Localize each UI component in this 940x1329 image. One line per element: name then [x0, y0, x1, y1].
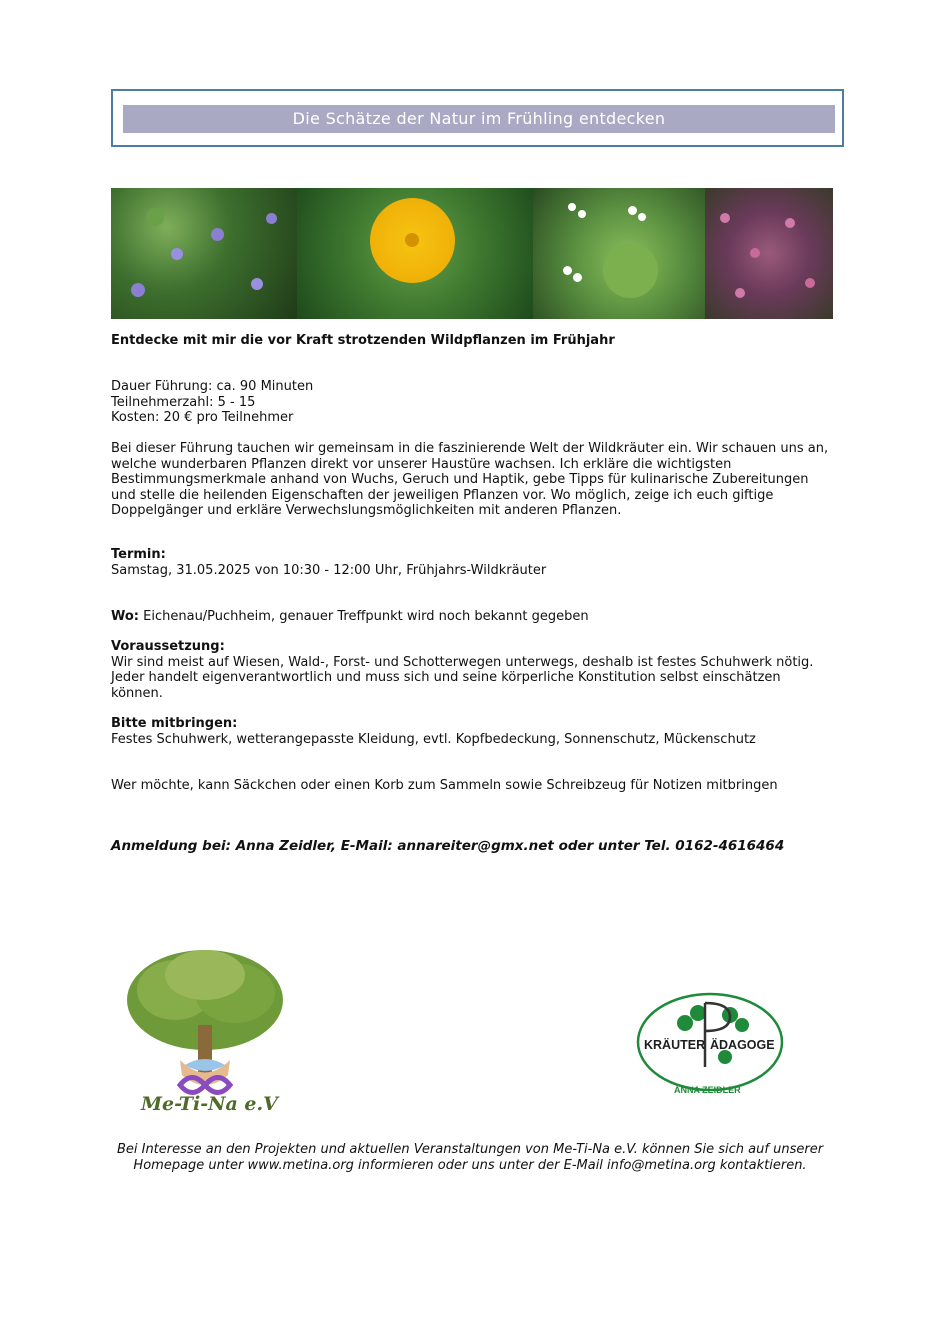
footer-note: Bei Interesse an den Projekten und aktuellen Veranstaltungen von Me-Ti-Na e.V. können Sie sich auf unserer Homepage unter www.metina.org informieren oder uns unter der E-Mail info@metina.org kontaktieren. — [116, 1142, 824, 1173]
dandelion-photo — [297, 188, 533, 319]
termin-section — [111, 547, 833, 578]
optional-items: Wer möchte, kann Säckchen oder einen Korb zum Sammeln sowie Schreibzeug für Notizen mitbringen — [111, 778, 778, 793]
garlic-mustard-photo — [533, 188, 705, 319]
termin-value: Samstag, 31.05.2025 von 10:30 - 12:00 Uhr, Frühjahrs-Wildkräuter — [111, 562, 547, 578]
bring-section — [111, 716, 833, 747]
kraeuter-paedagoge-logo — [630, 985, 795, 1100]
page-title: Die Schätze der Natur im Frühling entdecken — [123, 105, 835, 133]
logo-kraeuter-text: KRÄUTER — [644, 1038, 706, 1052]
header-box — [111, 89, 844, 147]
registration-info: Anmeldung bei: Anna Zeidler, E-Mail: annareiter@gmx.net oder unter Tel. 0162-4616464 — [111, 838, 785, 854]
event-description: Bei dieser Führung tauchen wir gemeinsam in die faszinierende Welt der Wildkräuter ein. Wir schauen uns an, welche wunderbaren Pflanzen direkt vor unserer Haustüre wachsen. Ich erkläre die wichtigsten Bestimmungsmerkmale anhand von Wuchs, Geruch und Haptik, gebe Tipps für kulinarische Zubereitungen und stelle die heilenden Eigenschaften der jeweiligen Pflanzen vor. Wo möglich, zeige ich euch giftige Doppelgänger und erkläre Verwechslungsmöglichkeiten mit anderen Pflanzen. — [111, 441, 829, 518]
location-section — [111, 609, 833, 625]
termin-label: Termin: — [111, 547, 166, 562]
detail-duration: Dauer Führung: ca. 90 Minuten — [111, 379, 314, 394]
ground-ivy-photo — [111, 188, 297, 319]
requirements-label: Voraussetzung: — [111, 639, 225, 654]
plant-photo-strip — [111, 188, 833, 319]
bring-label: Bitte mitbringen: — [111, 716, 238, 731]
location-label: Wo: — [111, 609, 140, 624]
requirements-section — [111, 639, 833, 701]
event-subtitle: Entdecke mit mir die vor Kraft strotzenden Wildpflanzen im Frühjahr — [111, 333, 615, 348]
thyme-photo — [705, 188, 833, 319]
logo-name-text: ANNA ZEIDLER — [674, 1085, 741, 1095]
detail-participants: Teilnehmerzahl: 5 - 15 — [111, 394, 256, 410]
requirements-value: Wir sind meist auf Wiesen, Wald-, Forst- und Schotterwegen unterwegs, deshalb ist festes Schuhwerk nötig. Jeder handelt eigenverantwortlich und muss sich und seine körperliche Konstitution selbst einschätzen können. — [111, 654, 814, 701]
event-details — [111, 379, 831, 426]
metina-logo-text: Me-Ti-Na e.V — [141, 1093, 278, 1115]
detail-cost: Kosten: 20 € pro Teilnehmer — [111, 410, 294, 425]
bring-value: Festes Schuhwerk, wetterangepasste Kleidung, evtl. Kopfbedeckung, Sonnenschutz, Mückenschutz — [111, 731, 756, 747]
logo-paedagoge-text: ÄDAGOGE — [710, 1038, 775, 1052]
location-value: Eichenau/Puchheim, genauer Treffpunkt wird noch bekannt gegeben — [139, 609, 589, 624]
